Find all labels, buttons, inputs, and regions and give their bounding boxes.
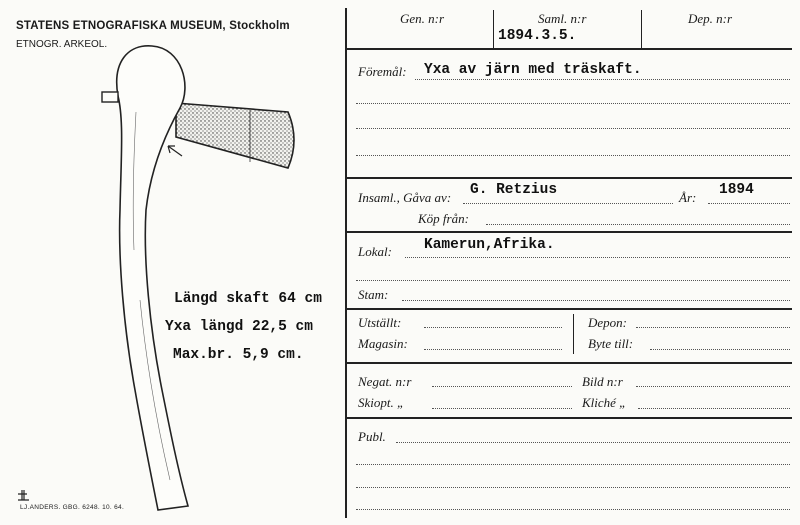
saml-value: 1894.3.5.	[498, 28, 577, 44]
bild-label: Bild n:r	[582, 374, 623, 389]
measurement-axe-length: Yxa längd 22,5 cm	[165, 319, 313, 335]
stam-label: Stam:	[358, 287, 389, 302]
gen-label: Gen. n:r	[400, 11, 445, 26]
axe-tang	[102, 92, 118, 102]
publ-label: Publ.	[358, 429, 386, 444]
magasin-label: Magasin:	[358, 336, 408, 351]
utstallt-label: Utställt:	[358, 315, 402, 330]
byte-label: Byte till:	[588, 336, 634, 351]
axe-drawing	[0, 0, 345, 525]
insaml-label: Insaml., Gåva av:	[358, 190, 452, 205]
department-label: ETNOGR. ARKEOL.	[16, 39, 108, 50]
skiopt-label: Skiopt. „	[358, 395, 405, 410]
kliche-label: Kliché „	[582, 395, 627, 410]
pointer-arrow	[168, 146, 182, 156]
depon-label: Depon:	[588, 315, 627, 330]
foremal-value: Yxa av järn med träskaft.	[424, 62, 642, 78]
printer-mark-icon	[18, 490, 29, 500]
negat-label: Negat. n:r	[358, 374, 412, 389]
foremal-label: Föremål:	[358, 64, 407, 79]
axe-blade	[176, 103, 294, 168]
lokal-value: Kamerun,Afrika.	[424, 237, 555, 253]
museum-city: Stockholm	[229, 20, 290, 32]
ar-label: År:	[679, 190, 697, 205]
lokal-label: Lokal:	[358, 244, 392, 259]
measurement-length: Längd skaft 64 cm	[174, 291, 322, 307]
saml-label: Saml. n:r	[538, 11, 587, 26]
dep-label: Dep. n:r	[688, 11, 733, 26]
kop-label: Köp från:	[418, 211, 469, 226]
measurement-max-width: Max.br. 5,9 cm.	[173, 347, 304, 363]
card-divider	[345, 8, 347, 518]
ar-value: 1894	[719, 182, 754, 198]
printer-imprint: LJ.ANDERS. GBG. 6248. 10. 64.	[20, 504, 125, 511]
museum-name: STATENS ETNOGRAFISKA MUSEUM,	[16, 20, 226, 32]
insaml-value: G. Retzius	[470, 182, 558, 198]
